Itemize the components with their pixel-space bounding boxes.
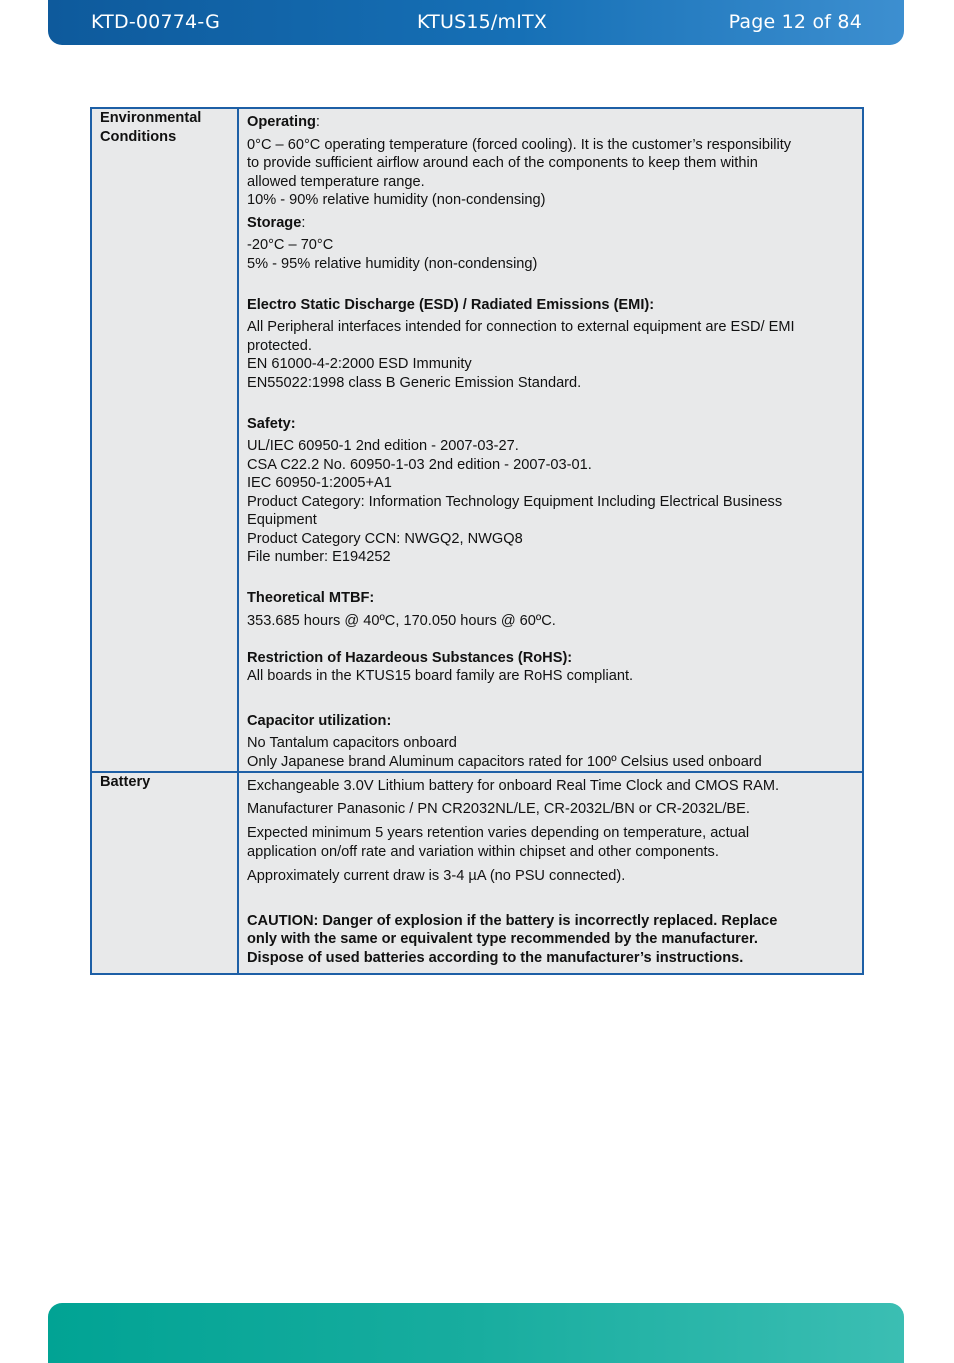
- capacitor-heading: Capacitor utilization:: [247, 712, 392, 729]
- table-row-environmental: [91, 108, 863, 772]
- capacitor-details: No Tantalum capacitors onboard Only Japanese brand Aluminum capacitors rated for 100º Celsius used onboard: [247, 735, 762, 770]
- battery-retention: Expected minimum 5 years retention varies depending on temperature, actual application on/off rate and variation within chipset and other components.: [247, 825, 750, 860]
- mtbf-value: 353.685 hours @ 40ºC, 170.050 hours @ 60ºC.: [247, 612, 556, 629]
- battery-label: Battery: [91, 772, 238, 974]
- environmental-conditions-content: [238, 108, 863, 772]
- page-number: Page 12 of 84: [728, 11, 862, 33]
- battery-manufacturer: Manufacturer Panasonic / PN CR2032NL/LE, CR-2032L/BN or CR-2032L/BE.: [247, 800, 750, 817]
- esd-details: All Peripheral interfaces intended for connection to external equipment are ESD/ EMI protected. EN 61000-4-2:2000 ESD Immunity EN55022:1998 class B Generic Emission Standard.: [247, 319, 795, 391]
- table-row-battery: [91, 772, 863, 974]
- rohs-heading: Restriction of Hazardeous Substances (RoHS):: [247, 649, 573, 666]
- operating-details: 0°C – 60°C operating temperature (forced cooling). It is the customer’s responsibility to provide sufficient airflow around each of the components to keep them within allowed temperature range. 10% - 90% relative humidity (non-condensing): [247, 136, 792, 208]
- specification-table: [90, 107, 864, 975]
- storage-heading: Storage:: [247, 214, 306, 231]
- mtbf-heading: Theoretical MTBF:: [247, 590, 375, 606]
- battery-description: Exchangeable 3.0V Lithium battery for onboard Real Time Clock and CMOS RAM.: [247, 778, 780, 794]
- storage-details: -20°C – 70°C 5% - 95% relative humidity (non-condensing): [247, 237, 538, 272]
- battery-current: Approximately current draw is 3-4 µA (no PSU connected).: [247, 868, 626, 884]
- esd-heading: Electro Static Discharge (ESD) / Radiated Emissions (EMI):: [247, 296, 655, 313]
- operating-heading: Operating:: [247, 114, 320, 130]
- battery-caution: CAUTION: Danger of explosion if the battery is incorrectly replaced. Replace only with the same or equivalent type recommended by the manufacturer. Dispose of used batteries according to the manufacturer’s instructions.: [247, 912, 778, 966]
- page-footer-bar: [48, 1303, 904, 1363]
- safety-heading: Safety:: [247, 415, 296, 432]
- safety-details: UL/IEC 60950-1 2nd edition - 2007-03-27. CSA C22.2 No. 60950-1-03 2nd edition - 2007-03-01. IEC 60950-1:2005+A1 Product Category: Information Technology Equipment Including Electrical Business Equipment Product Category CCN: NWGQ2, NWGQ8 File number: E194252: [247, 438, 783, 565]
- battery-content: [238, 772, 863, 974]
- rohs-value: All boards in the KTUS15 board family are RoHS compliant.: [247, 668, 634, 684]
- page-header: [48, 0, 904, 45]
- product-name: KTUS15/mITX: [417, 11, 548, 33]
- environmental-conditions-label: Environmental Conditions: [91, 108, 238, 772]
- document-id: KTD-00774-G: [91, 11, 220, 33]
